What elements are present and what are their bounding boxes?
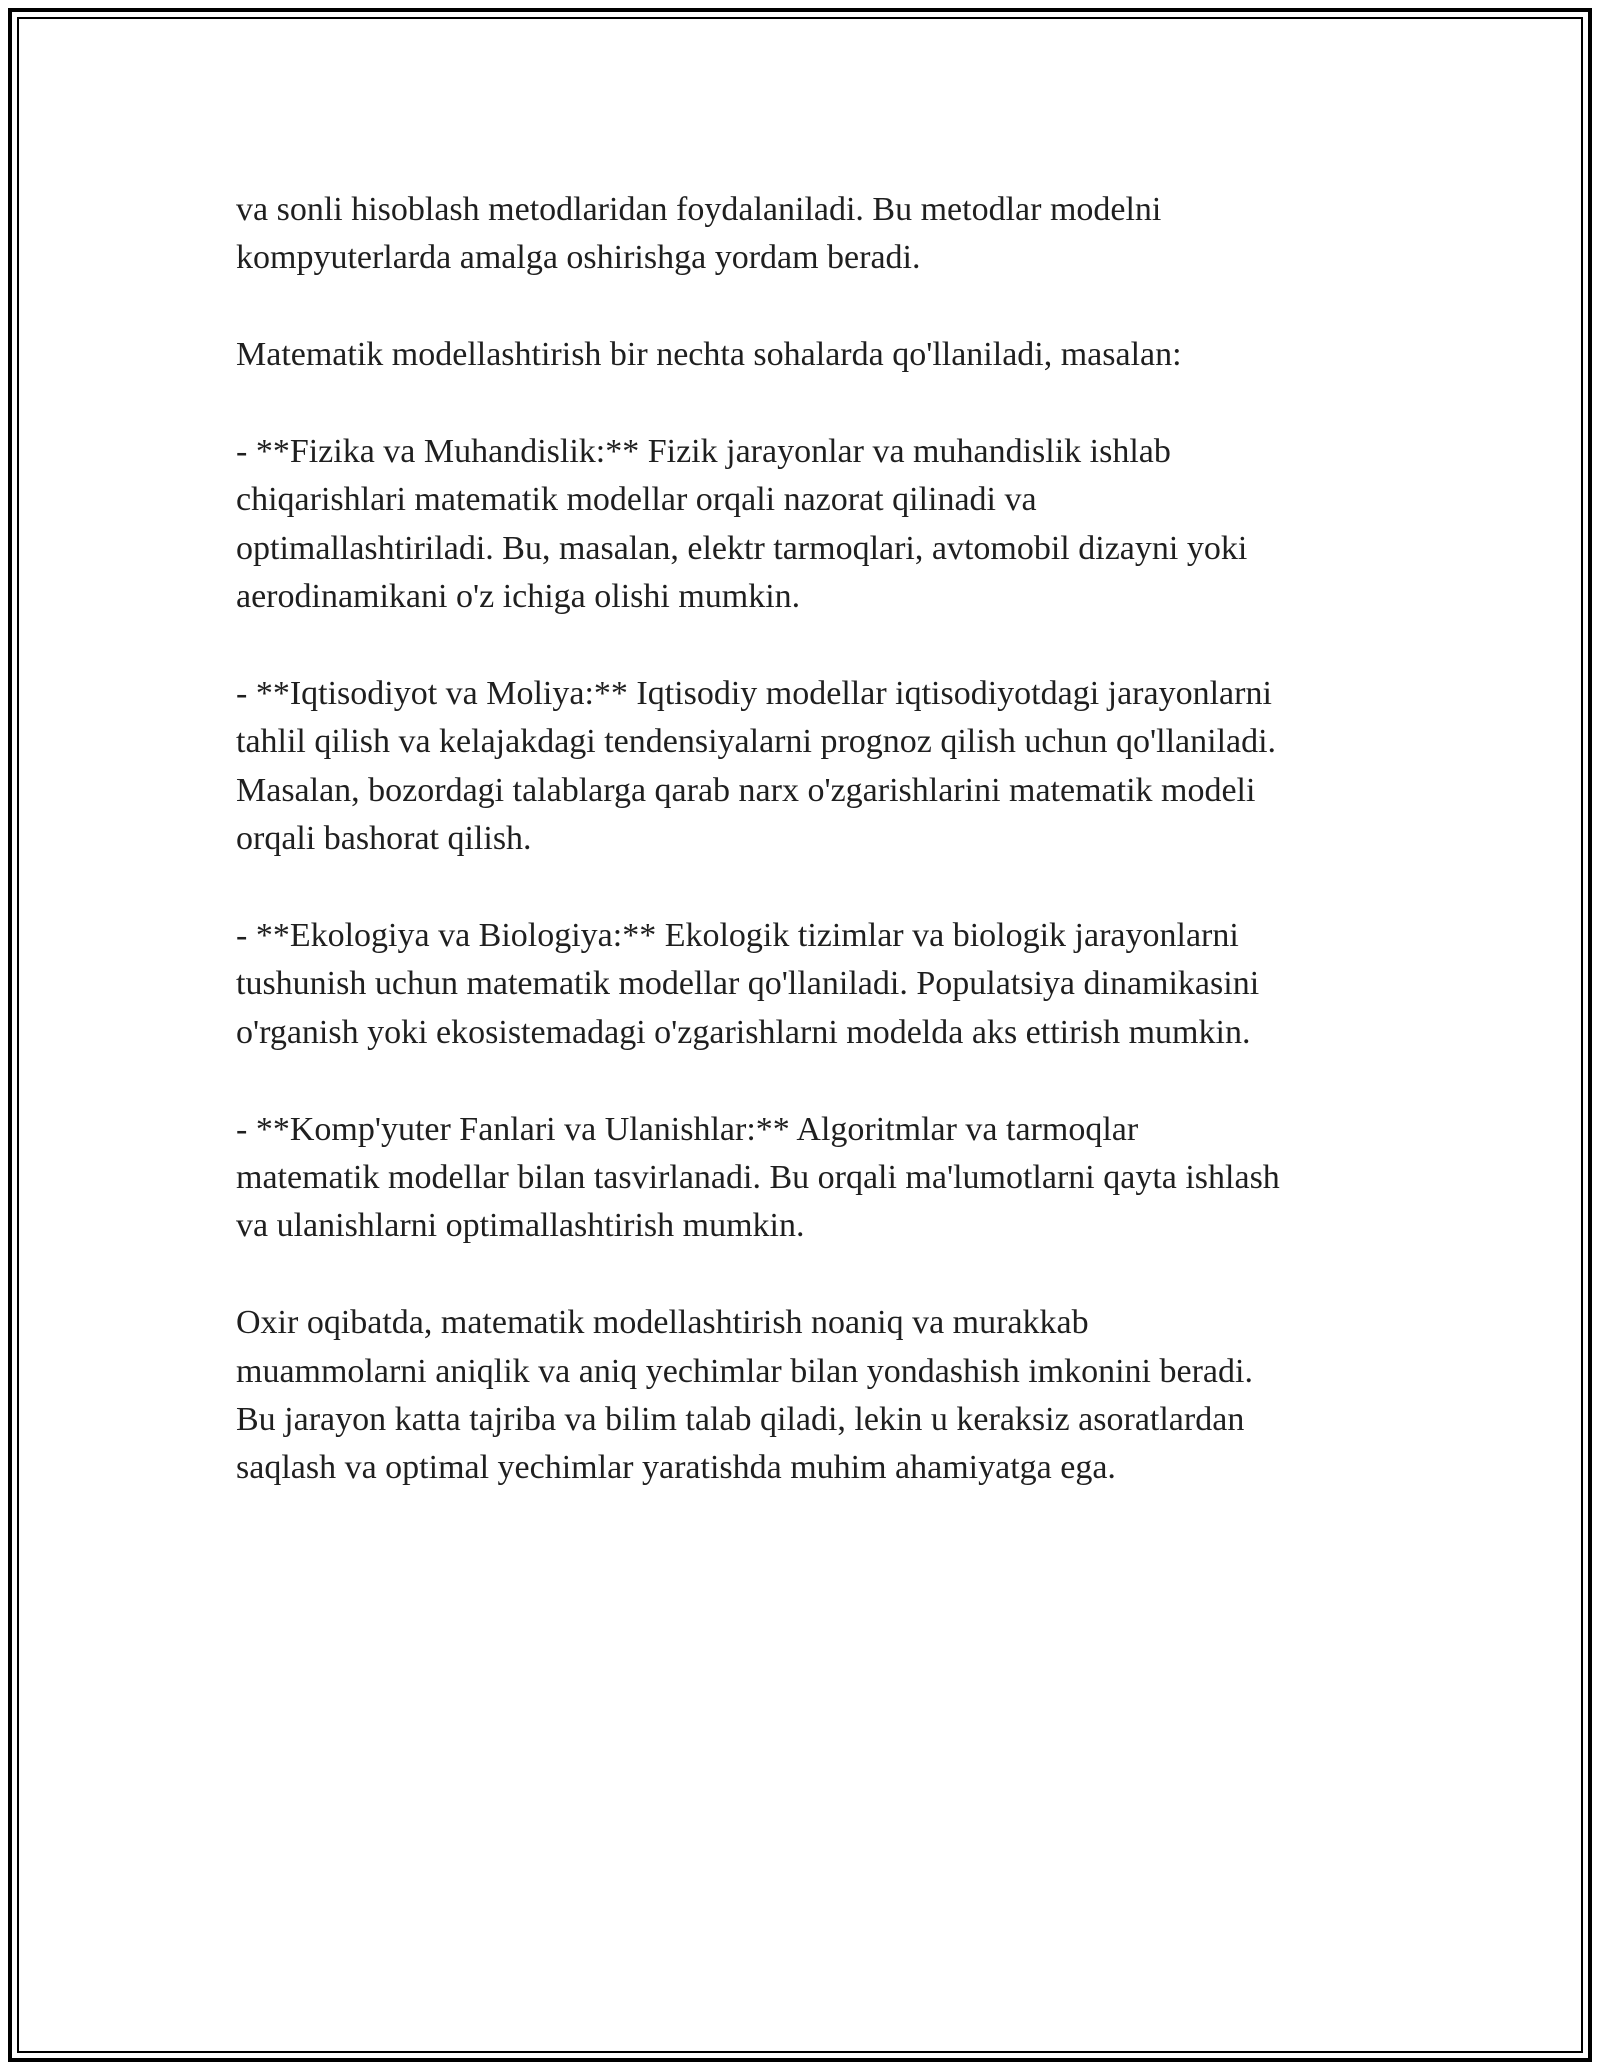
text-line: chiqarishlari matematik modellar orqali nazorat qilinadi va	[236, 481, 1037, 519]
text-line: Matematik modellashtirish bir nechta sohalarda qo'llaniladi, masalan:	[236, 336, 1182, 374]
list-item-computer-science	[236, 1106, 1376, 1251]
text-line: aerodinamikani o'z ichiga olishi mumkin.	[236, 578, 801, 616]
text-line: tushunish uchun matematik modellar qo'llaniladi. Populatsiya dinamikasini	[236, 965, 1260, 1003]
text-line: matematik modellar bilan tasvirlanadi. Bu orqali ma'lumotlarni qayta ishlash	[236, 1159, 1280, 1197]
text-line: optimallashtiriladi. Bu, masalan, elektr tarmoqlari, avtomobil dizayni yoki	[236, 529, 1248, 567]
text-line: - **Komp'yuter Fanlari va Ulanishlar:** Algoritmlar va tarmoqlar	[236, 1110, 1139, 1148]
text-line: tahlil qilish va kelajakdagi tendensiyalarni prognoz qilish uchun qo'llaniladi.	[236, 723, 1277, 761]
text-line: Bu jarayon katta tajriba va bilim talab qiladi, lekin u keraksiz asoratlardan	[236, 1401, 1245, 1439]
text-line: - **Fizika va Muhandislik:** Fizik jarayonlar va muhandislik ishlab	[236, 433, 1171, 470]
text-line: Masalan, bozordagi talablarga qarab narx o'zgarishlarini matematik modeli	[236, 771, 1256, 809]
text-line: saqlash va optimal yechimlar yaratishda muhim ahamiyatga ega.	[236, 1449, 1116, 1487]
paragraph-intro-continuation	[236, 186, 1376, 283]
text-line: - **Ekologiya va Biologiya:** Ekologik tizimlar va biologik jarayonlarni	[236, 917, 1239, 955]
text-line: - **Iqtisodiyot va Moliya:** Iqtisodiy modellar iqtisodiyotdagi jarayonlarni	[236, 675, 1272, 713]
list-item-economics-finance	[236, 670, 1376, 864]
document-body	[236, 186, 1376, 1541]
paragraph-conclusion	[236, 1299, 1376, 1493]
list-item-ecology-biology	[236, 912, 1376, 1057]
text-line: va ulanishlarni optimallashtirish mumkin.	[236, 1207, 805, 1245]
text-line: o'rganish yoki ekosistemadagi o'zgarishlarni modelda aks ettirish mumkin.	[236, 1013, 1251, 1051]
paragraph-applications-intro	[236, 331, 1376, 379]
text-line: Oxir oqibatda, matematik modellashtirish noaniq va murakkab	[236, 1304, 1089, 1342]
text-line: va sonli hisoblash metodlaridan foydalaniladi. Bu metodlar modelni	[236, 191, 1162, 228]
text-line: muammolarni aniqlik va aniq yechimlar bilan yondashish imkonini beradi.	[236, 1352, 1253, 1390]
text-line: kompyuterlarda amalga oshirishga yordam beradi.	[236, 239, 921, 277]
list-item-physics-engineering	[236, 428, 1376, 622]
text-line: orqali bashorat qilish.	[236, 820, 532, 858]
